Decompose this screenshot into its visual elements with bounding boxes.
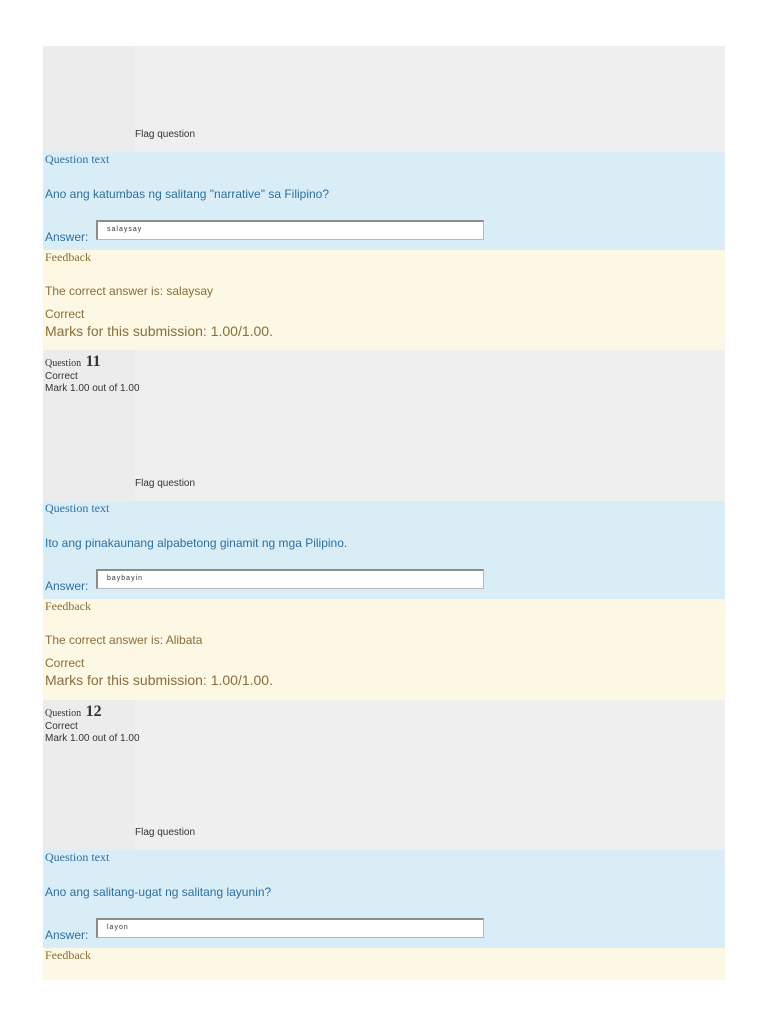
question-state: Correct [45, 721, 78, 732]
answer-label: Answer: [45, 579, 89, 593]
answer-field[interactable]: baybayin [96, 569, 484, 589]
question-grade: Mark 1.00 out of 1.00 [45, 733, 140, 744]
outcome-text: Correct [45, 307, 85, 321]
feedback-panel-12 [43, 948, 725, 980]
question-info-11 [43, 350, 725, 501]
feedback-panel-11 [43, 599, 725, 700]
answer-label: Answer: [45, 928, 89, 942]
question-label: Question [45, 358, 82, 369]
question-label: Question [45, 708, 82, 719]
flag-question-link[interactable]: Flag question [135, 478, 196, 489]
feedback-heading: Feedback [45, 250, 91, 264]
question-text-heading: Question text [45, 501, 110, 515]
feedback-heading: Feedback [45, 599, 91, 613]
question-text-panel-11 [43, 501, 725, 599]
question-number [45, 703, 102, 721]
question-info-12 [43, 700, 725, 850]
question-prompt: Ito ang pinakaunang alpabetong ginamit ng mga Pilipino. [45, 536, 348, 550]
marks-text: Marks for this submission: 1.00/1.00. [45, 323, 273, 339]
question-info-10 [43, 46, 725, 152]
question-state: Correct [45, 371, 78, 382]
quiz-review-page [43, 46, 725, 980]
question-text-heading: Question text [45, 152, 110, 166]
feedback-heading: Feedback [45, 948, 91, 962]
right-answer: The correct answer is: Alibata [45, 633, 203, 647]
question-grade: Mark 1.00 out of 1.00 [45, 383, 140, 394]
answer-label: Answer: [45, 230, 89, 244]
question-prompt: Ano ang katumbas ng salitang "narrative" sa Filipino? [45, 187, 330, 201]
question-text-heading: Question text [45, 850, 110, 864]
right-answer: The correct answer is: salaysay [45, 284, 214, 298]
flag-question-link[interactable]: Flag question [135, 129, 196, 140]
question-number-value: 12 [85, 703, 102, 720]
feedback-panel-10 [43, 250, 725, 350]
answer-field[interactable]: layon [96, 918, 484, 938]
flag-question-link[interactable]: Flag question [135, 827, 196, 838]
outcome-text: Correct [45, 656, 85, 670]
question-number-value: 11 [85, 353, 101, 370]
question-text-panel-12 [43, 850, 725, 948]
answer-field[interactable]: salaysay [96, 220, 484, 240]
marks-text: Marks for this submission: 1.00/1.00. [45, 672, 273, 688]
question-number [45, 353, 101, 371]
info-panel [43, 46, 135, 152]
question-prompt: Ano ang salitang-ugat ng salitang layunin? [45, 885, 272, 899]
question-text-panel-10 [43, 152, 725, 250]
